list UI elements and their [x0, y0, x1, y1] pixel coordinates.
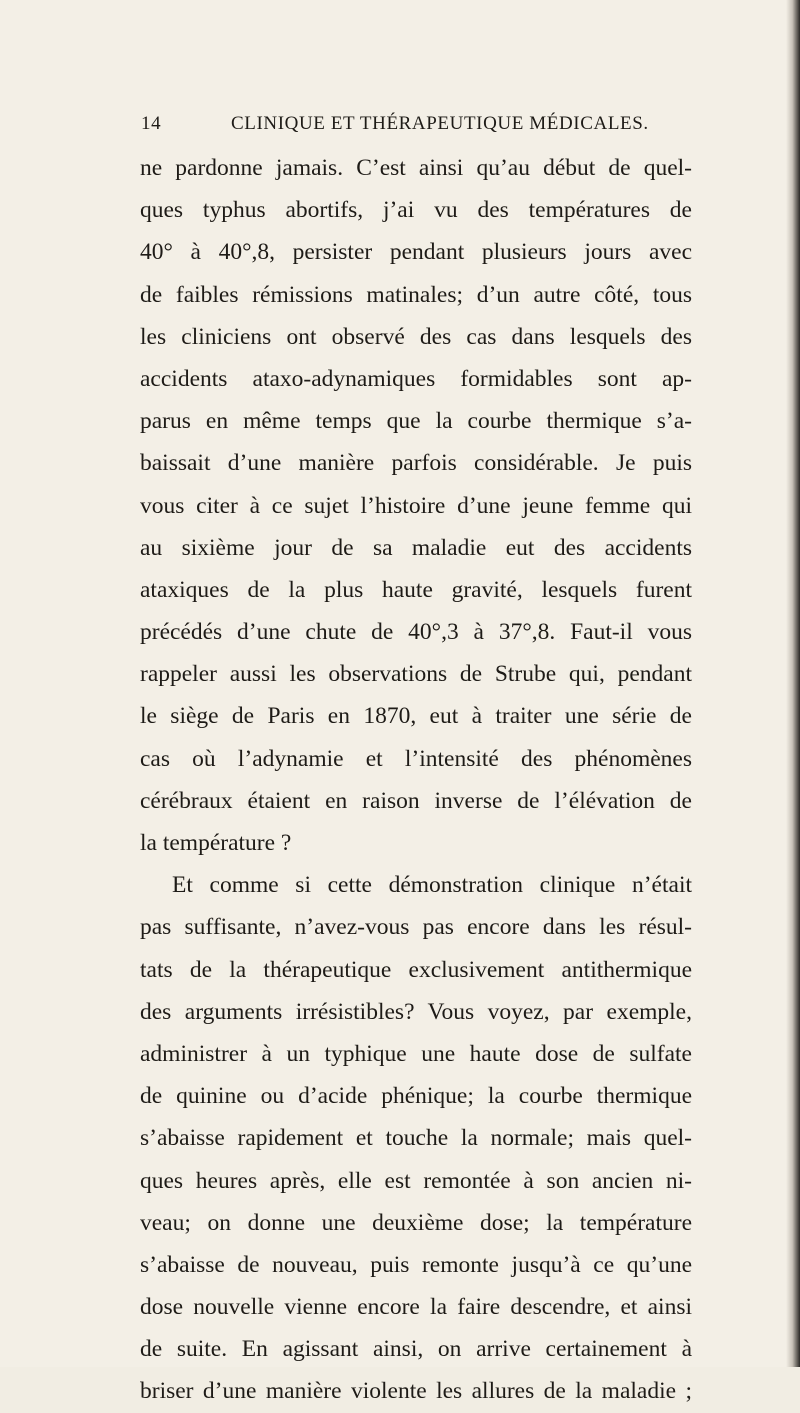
- text-line: de suite. En agissant ainsi, on arrive certainement à: [140, 1336, 692, 1363]
- text-line: administrer à un typhique une haute dose de sulfate: [140, 1040, 692, 1067]
- text-line: pas suffisante, n’avez-vous pas encore dans les résul-: [140, 914, 692, 941]
- text-line: le siège de Paris en 1870, eut à traiter une série de: [140, 703, 692, 730]
- text-line: au sixième jour de sa maladie eut des accidents: [140, 534, 692, 561]
- text-line: ques heures après, elle est remontée à son ancien ni-: [140, 1167, 692, 1194]
- text-line: s’abaisse de nouveau, puis remonte jusqu’à ce qu’une: [140, 1251, 692, 1278]
- text-line: les cliniciens ont observé des cas dans lesquels des: [140, 323, 692, 350]
- text-line: parus en même temps que la courbe thermique s’a-: [140, 408, 692, 435]
- text-line: ques typhus abortifs, j’ai vu des températures de: [140, 197, 692, 224]
- text-line: accidents ataxo-adynamiques formidables sont ap-: [140, 365, 692, 392]
- running-head: [141, 113, 690, 143]
- running-head-title: CLINIQUE ET THÉRAPEUTIQUE MÉDICALES.: [231, 113, 649, 134]
- text-line: rappeler aussi les observations de Strube qui, pendant: [140, 661, 692, 688]
- text-line: baissait d’une manière parfois considérable. Je puis: [140, 450, 692, 477]
- text-line: de faibles rémissions matinales; d’un autre côté, tous: [140, 281, 692, 308]
- text-line: briser d’une manière violente les allures de la maladie ;: [140, 1378, 692, 1405]
- paragraph-end-line: la température ?: [140, 830, 292, 856]
- text-line: cas où l’adynamie et l’intensité des phénomènes: [140, 745, 692, 772]
- text-line: vous citer à ce sujet l’histoire d’une jeune femme qui: [140, 492, 692, 519]
- text-line: dose nouvelle vienne encore la faire descendre, et ainsi: [140, 1294, 692, 1321]
- text-line: ne pardonne jamais. C’est ainsi qu’au début de quel-: [140, 155, 692, 181]
- text-line: veau; on donne une deuxième dose; la température: [140, 1209, 692, 1236]
- text-line: de quinine ou d’acide phénique; la courbe thermique: [140, 1083, 692, 1110]
- text-line: des arguments irrésistibles? Vous voyez, par exemple,: [140, 998, 692, 1025]
- text-line: s’abaisse rapidement et touche la normale; mais quel-: [140, 1125, 692, 1152]
- body-text: [140, 147, 692, 1413]
- page-number: 14: [141, 113, 162, 134]
- paragraph-start-line: Et comme si cette démonstration clinique n’était: [172, 872, 692, 899]
- page-edge-shadow: [786, 0, 800, 1367]
- text-line: ataxiques de la plus haute gravité, lesquels furent: [140, 576, 692, 603]
- text-line: tats de la thérapeutique exclusivement antithermique: [140, 956, 692, 983]
- text-line: cérébraux étaient en raison inverse de l’élévation de: [140, 787, 692, 814]
- text-line: précédés d’une chute de 40°,3 à 37°,8. Faut-il vous: [140, 619, 692, 646]
- text-line: 40° à 40°,8, persister pendant plusieurs jours avec: [140, 239, 692, 266]
